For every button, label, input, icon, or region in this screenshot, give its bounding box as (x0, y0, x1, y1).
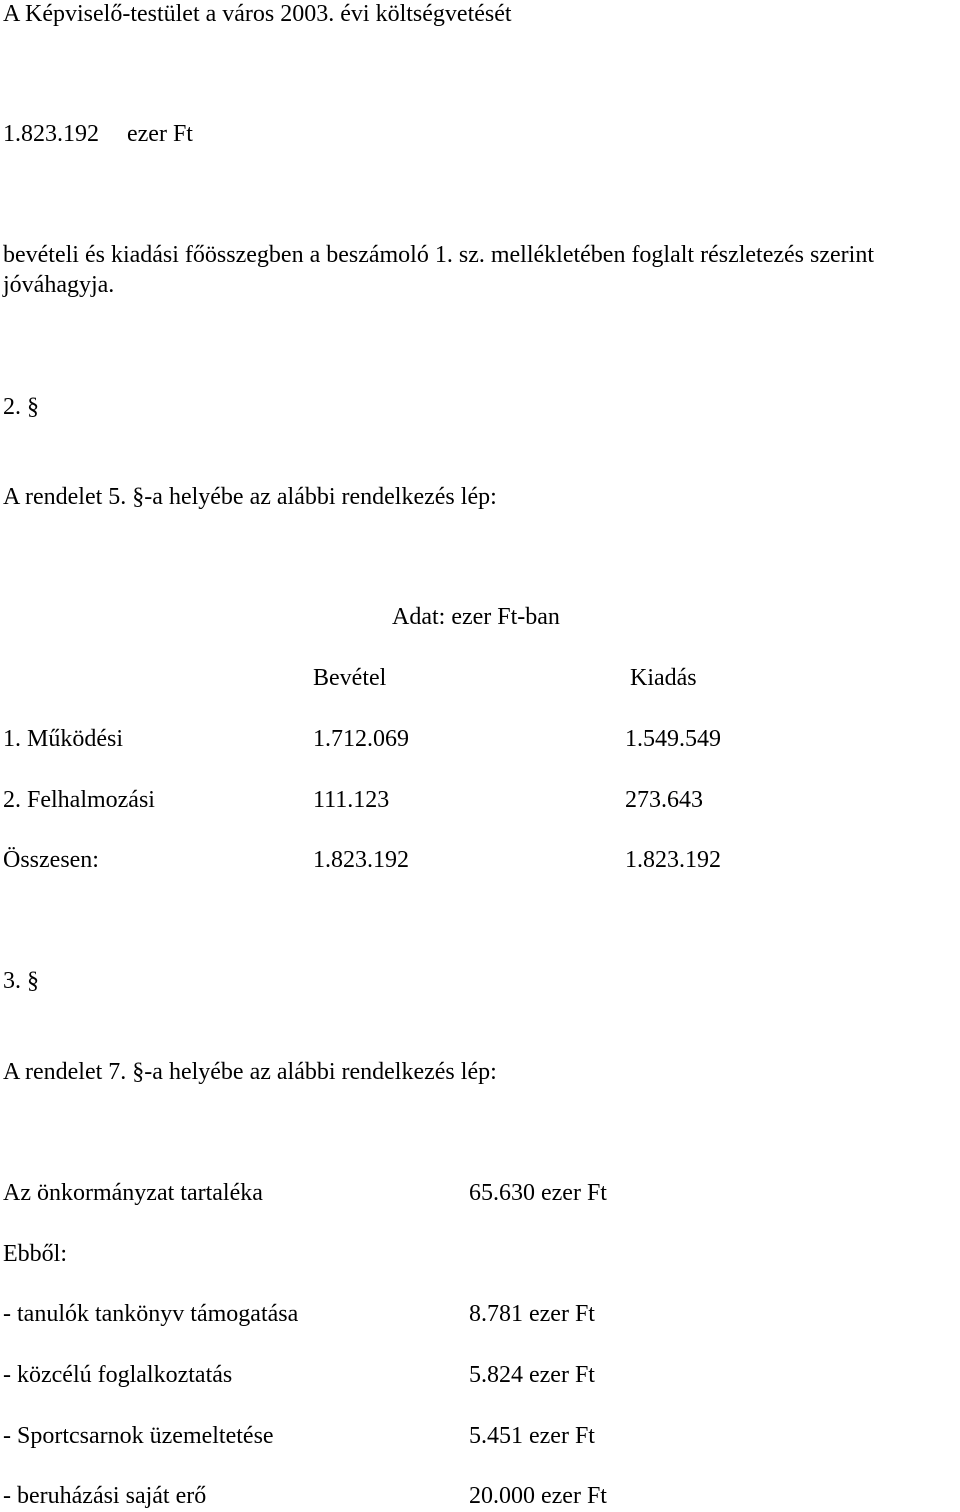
of-which-label: Ebből: (3, 1241, 67, 1267)
intro-line-3: bevételi és kiadási főösszegben a beszámoló 1. sz. mellékletében foglalt részletezés szerint (3, 242, 874, 268)
table-row-label: 2. Felhalmozási (3, 787, 155, 813)
list-item-label: - közcélú foglalkoztatás (3, 1362, 233, 1388)
unit-note: Adat: ezer Ft-ban (392, 604, 560, 630)
reserve-value: 65.630 ezer Ft (469, 1180, 607, 1206)
list-item-value: 5.824 ezer Ft (469, 1362, 595, 1388)
table-cell-income: 1.712.069 (313, 726, 409, 752)
section-2-lead: A rendelet 5. §-a helyébe az alábbi rendelkezés lép: (3, 484, 497, 510)
table-cell-expense: 1.823.192 (625, 847, 721, 873)
table-cell-expense: 1.549.549 (625, 726, 721, 752)
section-2-heading: 2. § (3, 394, 39, 420)
intro-line-1: A Képviselő-testület a város 2003. évi költségvetését (3, 1, 512, 27)
table-cell-income: 1.823.192 (313, 847, 409, 873)
section-3-heading: 3. § (3, 968, 39, 994)
list-item-value: 5.451 ezer Ft (469, 1423, 595, 1449)
total-amount-value: 1.823.192 (3, 121, 99, 147)
table-cell-income: 111.123 (313, 787, 390, 813)
list-item-label: - tanulók tankönyv támogatása (3, 1301, 299, 1327)
column-header-income: Bevétel (313, 665, 387, 691)
column-header-expense: Kiadás (630, 665, 697, 691)
table-row-label: 1. Működési (3, 726, 123, 752)
list-item-value: 8.781 ezer Ft (469, 1301, 595, 1327)
list-item-label: - Sportcsarnok üzemeltetése (3, 1423, 274, 1449)
table-cell-expense: 273.643 (625, 787, 703, 813)
total-amount-unit: ezer Ft (127, 121, 193, 147)
intro-line-4: jóváhagyja. (3, 272, 115, 298)
list-item-value: 20.000 ezer Ft (469, 1483, 607, 1509)
list-item-label: - beruházási saját erő (3, 1483, 207, 1509)
reserve-label: Az önkormányzat tartaléka (3, 1180, 263, 1206)
section-3-lead: A rendelet 7. §-a helyébe az alábbi rendelkezés lép: (3, 1059, 497, 1085)
table-row-label: Összesen: (3, 847, 99, 873)
